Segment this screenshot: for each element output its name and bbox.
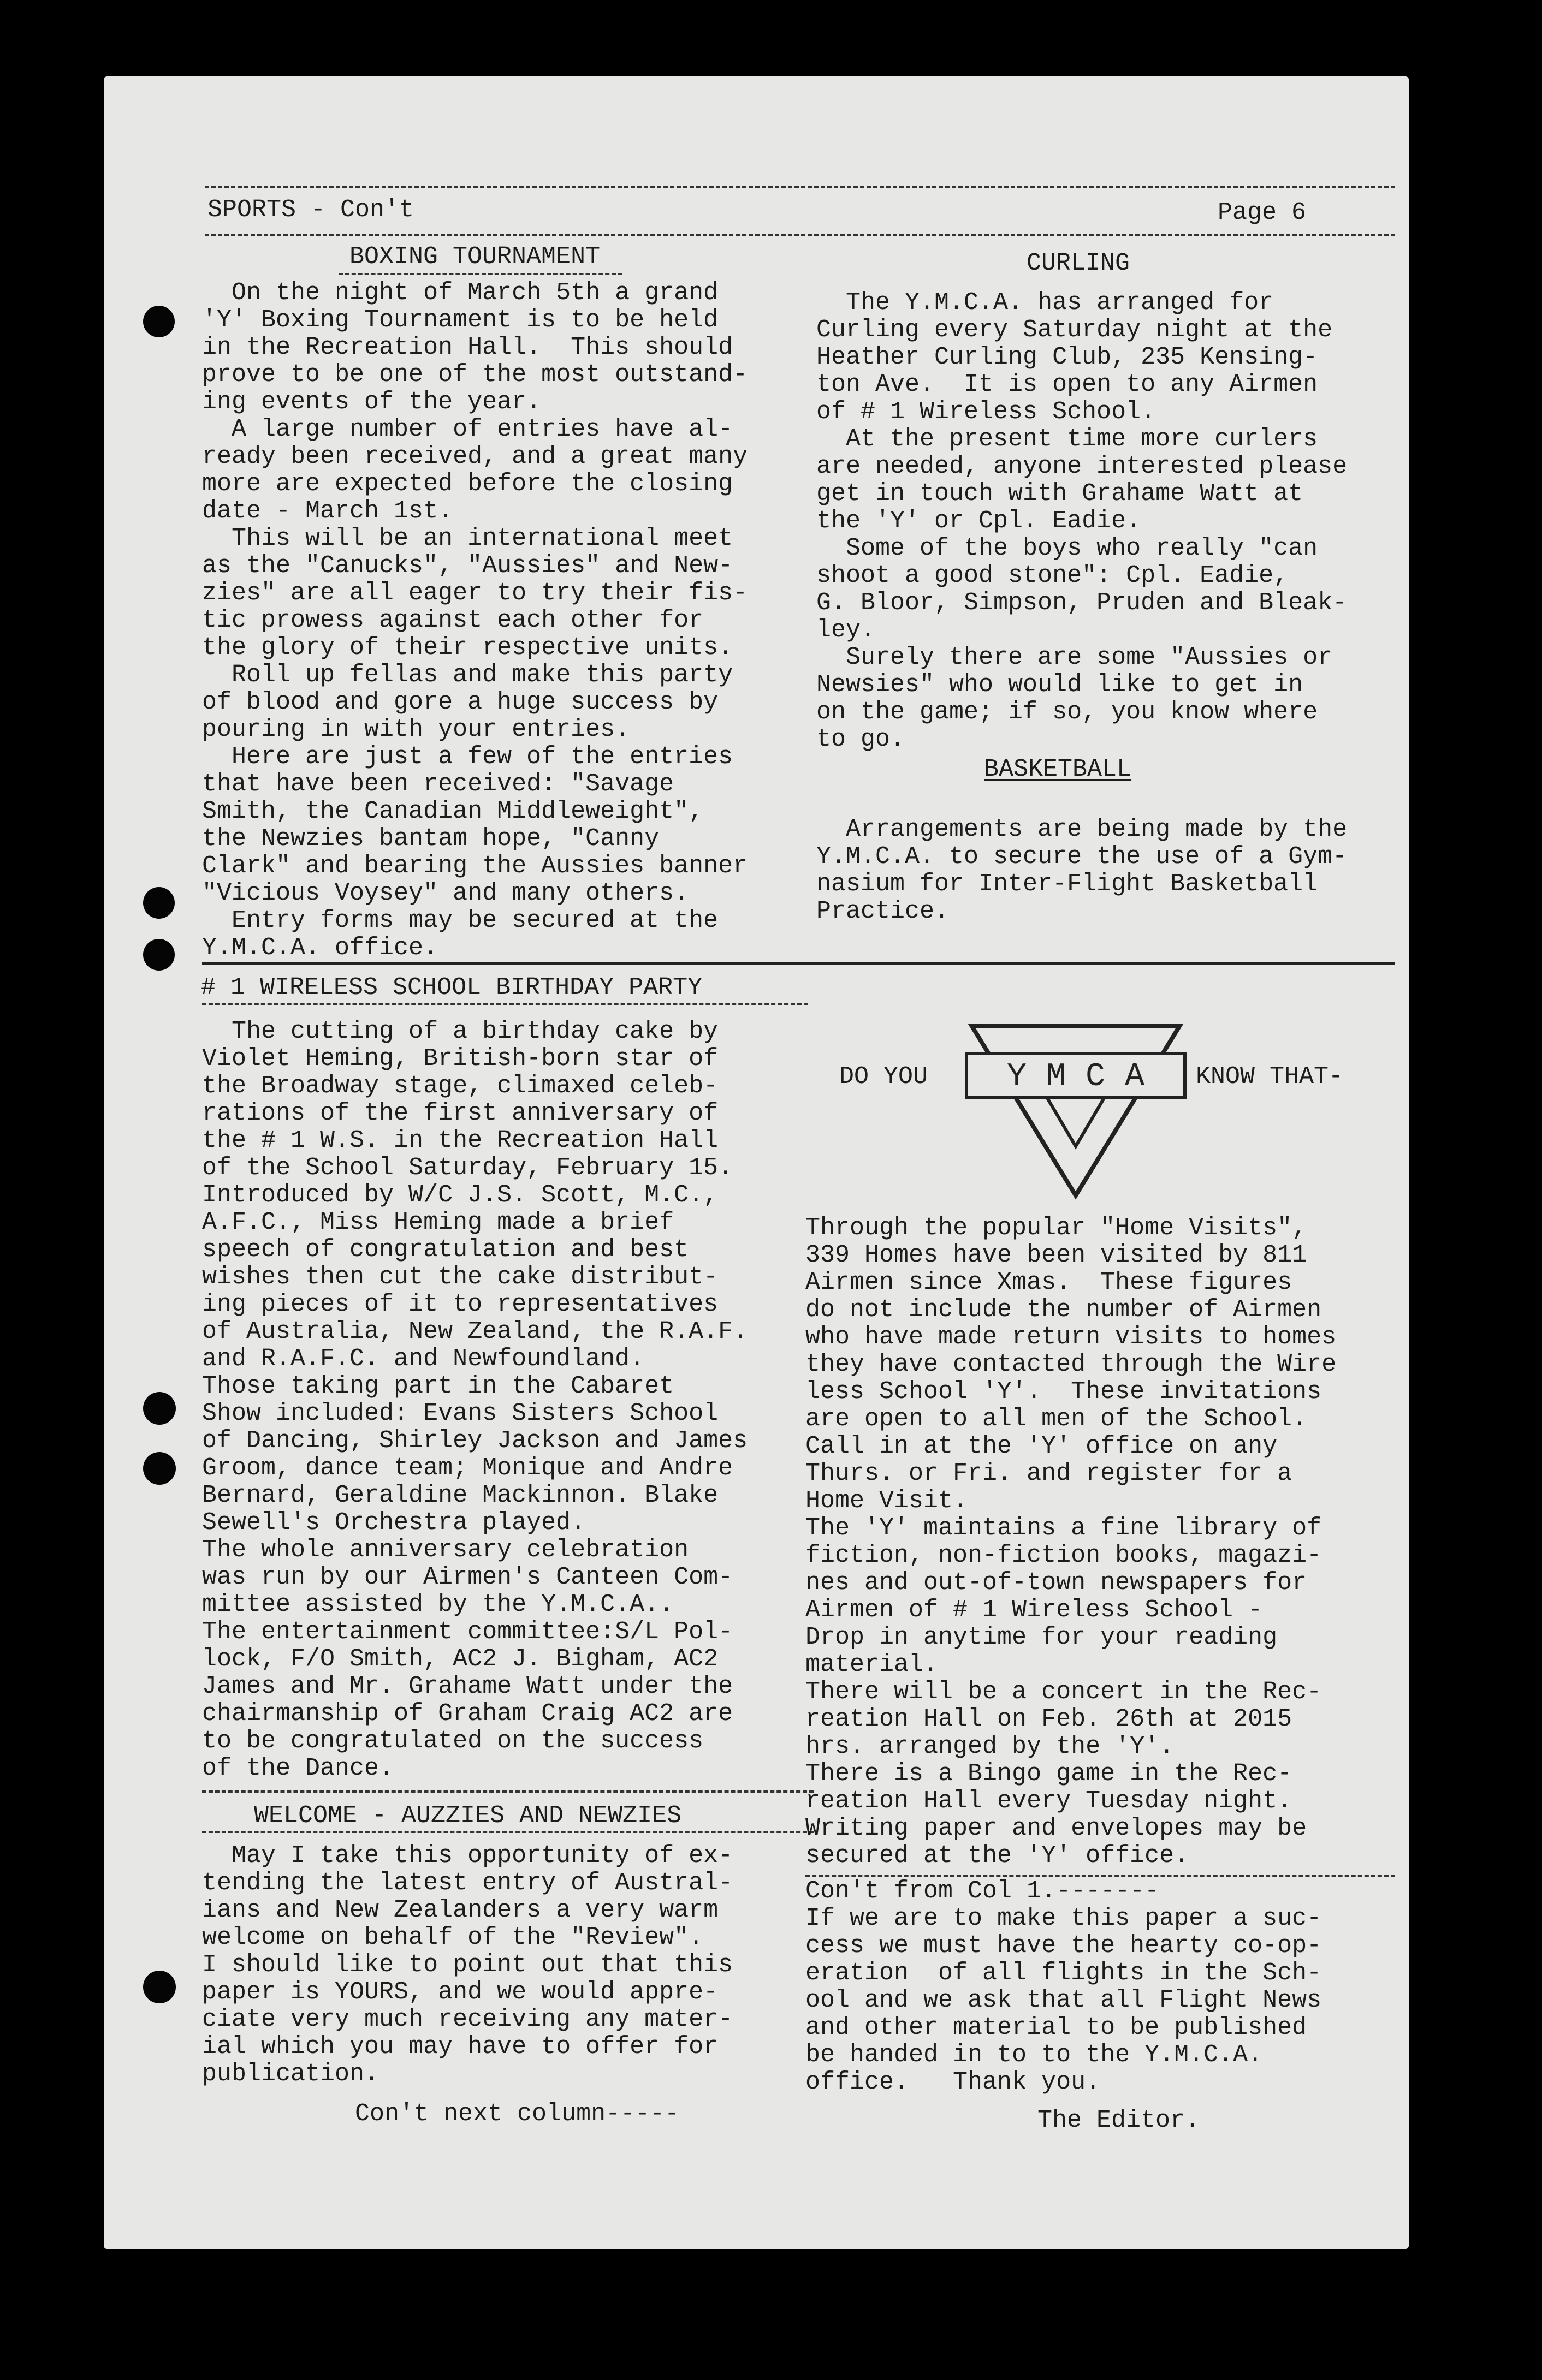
text-line: May I take this opportunity of ex-	[202, 1842, 733, 1870]
text-line: get in touch with Grahame Watt at	[816, 480, 1303, 508]
text-line: on the game; if so, you know where	[816, 698, 1318, 726]
text-line: and other material to be published	[805, 2014, 1307, 2042]
text-line: zies" are all eager to try their fis-	[202, 579, 748, 607]
editor-signoff: The Editor.	[1037, 2107, 1200, 2134]
text-line: Airmen of # 1 Wireless School -	[805, 1596, 1263, 1624]
cont-heading: Con't from Col 1.-------	[805, 1877, 1160, 1905]
text-line: ing pieces of it to representatives	[202, 1290, 719, 1318]
text-line: secured at the 'Y' office.	[805, 1842, 1189, 1870]
ymca-logo-text: Y M C A	[1006, 1058, 1145, 1096]
text-line: more are expected before the closing	[202, 470, 733, 498]
punch-hole	[143, 1392, 176, 1425]
text-line: G. Bloor, Simpson, Pruden and Bleak-	[816, 589, 1348, 617]
punch-hole	[143, 1971, 176, 2003]
text-line: A.F.C., Miss Heming made a brief	[202, 1209, 674, 1236]
text-line: Y.M.C.A. office.	[202, 934, 438, 962]
text-line: mittee assisted by the Y.M.C.A..	[202, 1591, 674, 1619]
text-line: Surely there are some "Aussies or	[816, 644, 1333, 671]
text-line: material.	[805, 1651, 939, 1679]
text-line: ley.	[816, 616, 876, 644]
text-line: tending the latest entry of Austral-	[202, 1869, 733, 1897]
text-line: Violet Heming, British-born star of	[202, 1045, 719, 1073]
text-line: of Dancing, Shirley Jackson and James	[202, 1427, 748, 1455]
text-line: tic prowess against each other for	[202, 606, 704, 634]
basketball-article	[816, 816, 1347, 925]
text-line: cess we must have the hearty co-op-	[805, 1932, 1322, 1960]
text-line: reation Hall on Feb. 26th at 2015	[805, 1705, 1292, 1733]
text-line: of the Dance.	[202, 1754, 394, 1782]
ymca-triangle-logo	[961, 1021, 1190, 1201]
basketball-title: BASKETBALL	[984, 755, 1132, 783]
text-line: of the School Saturday, February 15.	[202, 1154, 733, 1182]
text-line: speech of congratulation and best	[202, 1236, 689, 1264]
punch-hole	[143, 306, 175, 337]
do-you-label: DO YOU	[839, 1063, 928, 1091]
top-dashed-rule	[205, 186, 1395, 188]
birthday-article	[202, 1018, 748, 1782]
text-line: nes and out-of-town newspapers for	[805, 1569, 1307, 1597]
text-line: Through the popular "Home Visits",	[805, 1214, 1307, 1242]
text-line: they have contacted through the Wire	[805, 1350, 1337, 1378]
text-line: The whole anniversary celebration	[202, 1536, 689, 1564]
text-line: reation Hall every Tuesday night.	[805, 1787, 1292, 1815]
text-line: the 'Y' or Cpl. Eadie.	[816, 507, 1141, 535]
text-line: At the present time more curlers	[816, 425, 1318, 453]
text-line: If we are to make this paper a suc-	[805, 1905, 1322, 1932]
text-line: Practice.	[816, 897, 950, 925]
punch-hole	[143, 939, 175, 971]
text-line: nasium for Inter-Flight Basketball	[816, 870, 1318, 898]
text-line: The Y.M.C.A. has arranged for	[816, 289, 1274, 317]
punch-hole	[143, 1452, 176, 1485]
text-line: do not include the number of Airmen	[805, 1296, 1322, 1324]
text-line: hrs. arranged by the 'Y'.	[805, 1733, 1175, 1760]
text-line: Airmen since Xmas. These figures	[805, 1269, 1292, 1296]
text-line: rations of the first anniversary of	[202, 1099, 719, 1127]
boxing-title: BOXING TOURNAMENT	[349, 243, 601, 271]
text-line: The cutting of a birthday cake by	[202, 1018, 719, 1045]
text-line: lock, F/O Smith, AC2 J. Bigham, AC2	[202, 1645, 719, 1673]
text-line: On the night of March 5th a grand	[202, 279, 719, 307]
page-number: Page 6	[1218, 199, 1307, 227]
text-line: eration of all flights in the Sch-	[805, 1959, 1322, 1987]
text-line: wishes then cut the cake distribut-	[202, 1263, 719, 1291]
text-line: paper is YOURS, and we would appre-	[202, 1978, 719, 2006]
text-line: Entry forms may be secured at the	[202, 907, 719, 935]
text-line: chairmanship of Graham Craig AC2 are	[202, 1700, 733, 1728]
boxing-article	[202, 279, 748, 962]
header-dashed-rule	[205, 234, 1395, 236]
text-line: the glory of their respective units.	[202, 634, 733, 662]
text-line: of blood and gore a huge success by	[202, 688, 719, 716]
section-separator	[202, 962, 1395, 965]
welcome-top-rule	[202, 1790, 814, 1793]
text-line: less School 'Y'. These invitations	[805, 1378, 1322, 1406]
text-line: are needed, anyone interested please	[816, 453, 1348, 480]
birthday-title: # 1 WIRELESS SCHOOL BIRTHDAY PARTY	[201, 974, 703, 1002]
text-line: date - March 1st.	[202, 497, 453, 525]
text-line: to go.	[816, 725, 905, 753]
text-line: Drop in anytime for your reading	[805, 1623, 1278, 1651]
birthday-title-rule	[202, 1003, 808, 1005]
text-line: Sewell's Orchestra played.	[202, 1509, 586, 1537]
cont-article	[805, 1905, 1321, 2096]
text-line: and R.A.F.C. and Newfoundland.	[202, 1345, 645, 1373]
text-line: as the "Canucks", "Aussies" and New-	[202, 552, 733, 580]
curling-title: CURLING	[1027, 249, 1130, 277]
text-line: ial which you may have to offer for	[202, 2033, 719, 2061]
text-line: Those taking part in the Cabaret	[202, 1372, 674, 1400]
text-line: Roll up fellas and make this party	[202, 661, 733, 689]
welcome-article	[202, 1842, 733, 2088]
text-line: welcome on behalf of the "Review".	[202, 1924, 704, 1951]
text-line: that have been received: "Savage	[202, 770, 674, 798]
text-line: be handed in to to the Y.M.C.A.	[805, 2041, 1263, 2069]
text-line: Show included: Evans Sisters School	[202, 1400, 719, 1427]
know-that-label: KNOW THAT-	[1196, 1063, 1344, 1091]
text-line: James and Mr. Grahame Watt under the	[202, 1673, 733, 1700]
text-line: in the Recreation Hall. This should	[202, 334, 733, 361]
text-line: ians and New Zealanders a very warm	[202, 1896, 719, 1924]
text-line: ing events of the year.	[202, 388, 542, 416]
text-line: ciate very much receiving any mater-	[202, 2006, 733, 2033]
text-line: Heather Curling Club, 235 Kensing-	[816, 343, 1318, 371]
text-line: Some of the boys who really "can	[816, 534, 1318, 562]
text-line: A large number of entries have al-	[202, 415, 733, 443]
punch-hole	[143, 887, 175, 919]
text-line: There is a Bingo game in the Rec-	[805, 1760, 1292, 1788]
text-line: shoot a good stone": Cpl. Eadie,	[816, 562, 1289, 590]
text-line: 339 Homes have been visited by 811	[805, 1241, 1307, 1269]
text-line: I should like to point out that this	[202, 1951, 733, 1979]
welcome-bottom-rule	[202, 1831, 814, 1833]
text-line: "Vicious Voysey" and many others.	[202, 879, 689, 907]
text-line: The entertainment committee:S/L Pol-	[202, 1618, 733, 1646]
text-line: was run by our Airmen's Canteen Com-	[202, 1563, 733, 1591]
header-section-label: SPORTS - Con't	[207, 196, 414, 224]
welcome-title: WELCOME - AUZZIES AND NEWZIES	[254, 1802, 682, 1830]
text-line: of # 1 Wireless School.	[816, 398, 1156, 426]
text-line: are open to all men of the School.	[805, 1405, 1307, 1433]
text-line: Newsies" who would like to get in	[816, 671, 1303, 699]
text-line: ready been received, and a great many	[202, 443, 748, 471]
text-line: the Broadway stage, climaxed celeb-	[202, 1072, 719, 1100]
text-line: Thurs. or Fri. and register for a	[805, 1460, 1292, 1487]
text-line: publication.	[202, 2060, 379, 2088]
text-line: Writing paper and envelopes may be	[805, 1814, 1307, 1842]
text-line: Call in at the 'Y' office on any	[805, 1432, 1278, 1460]
text-line: ton Ave. It is open to any Airmen	[816, 371, 1318, 398]
text-line: Clark" and bearing the Aussies banner	[202, 852, 748, 880]
know-that-article	[805, 1215, 1336, 1870]
text-line: This will be an international meet	[202, 525, 733, 552]
text-line: Groom, dance team; Monique and Andre	[202, 1454, 733, 1482]
text-line: Here are just a few of the entries	[202, 743, 733, 771]
text-line: There will be a concert in the Rec-	[805, 1678, 1322, 1706]
text-line: the Newzies bantam hope, "Canny	[202, 825, 660, 853]
text-line: 'Y' Boxing Tournament is to be held	[202, 306, 719, 334]
text-line: Arrangements are being made by the	[816, 816, 1348, 843]
text-line: pouring in with your entries.	[202, 716, 630, 743]
curling-article	[816, 289, 1347, 753]
text-line: Introduced by W/C J.S. Scott, M.C.,	[202, 1181, 719, 1209]
text-line: Smith, the Canadian Middleweight",	[202, 798, 704, 825]
text-line: office. Thank you.	[805, 2068, 1101, 2096]
text-line: The 'Y' maintains a fine library of	[805, 1514, 1322, 1542]
text-line: prove to be one of the most outstand-	[202, 361, 748, 389]
text-line: to be congratulated on the success	[202, 1727, 704, 1755]
text-line: the # 1 W.S. in the Recreation Hall	[202, 1127, 719, 1155]
text-line: Home Visit.	[805, 1487, 968, 1515]
text-line: Y.M.C.A. to secure the use of a Gym-	[816, 843, 1348, 871]
text-line: who have made return visits to homes	[805, 1323, 1337, 1351]
text-line: fiction, non-fiction books, magazi-	[805, 1542, 1322, 1569]
text-line: of Australia, New Zealand, the R.A.F.	[202, 1318, 748, 1346]
page-sheet	[104, 76, 1409, 2249]
text-line: ool and we ask that all Flight News	[805, 1986, 1322, 2014]
text-line: Curling every Saturday night at the	[816, 316, 1333, 344]
text-line: Bernard, Geraldine Mackinnon. Blake	[202, 1481, 719, 1509]
welcome-continued: Con't next column-----	[355, 2100, 680, 2128]
boxing-title-rule	[339, 273, 622, 275]
